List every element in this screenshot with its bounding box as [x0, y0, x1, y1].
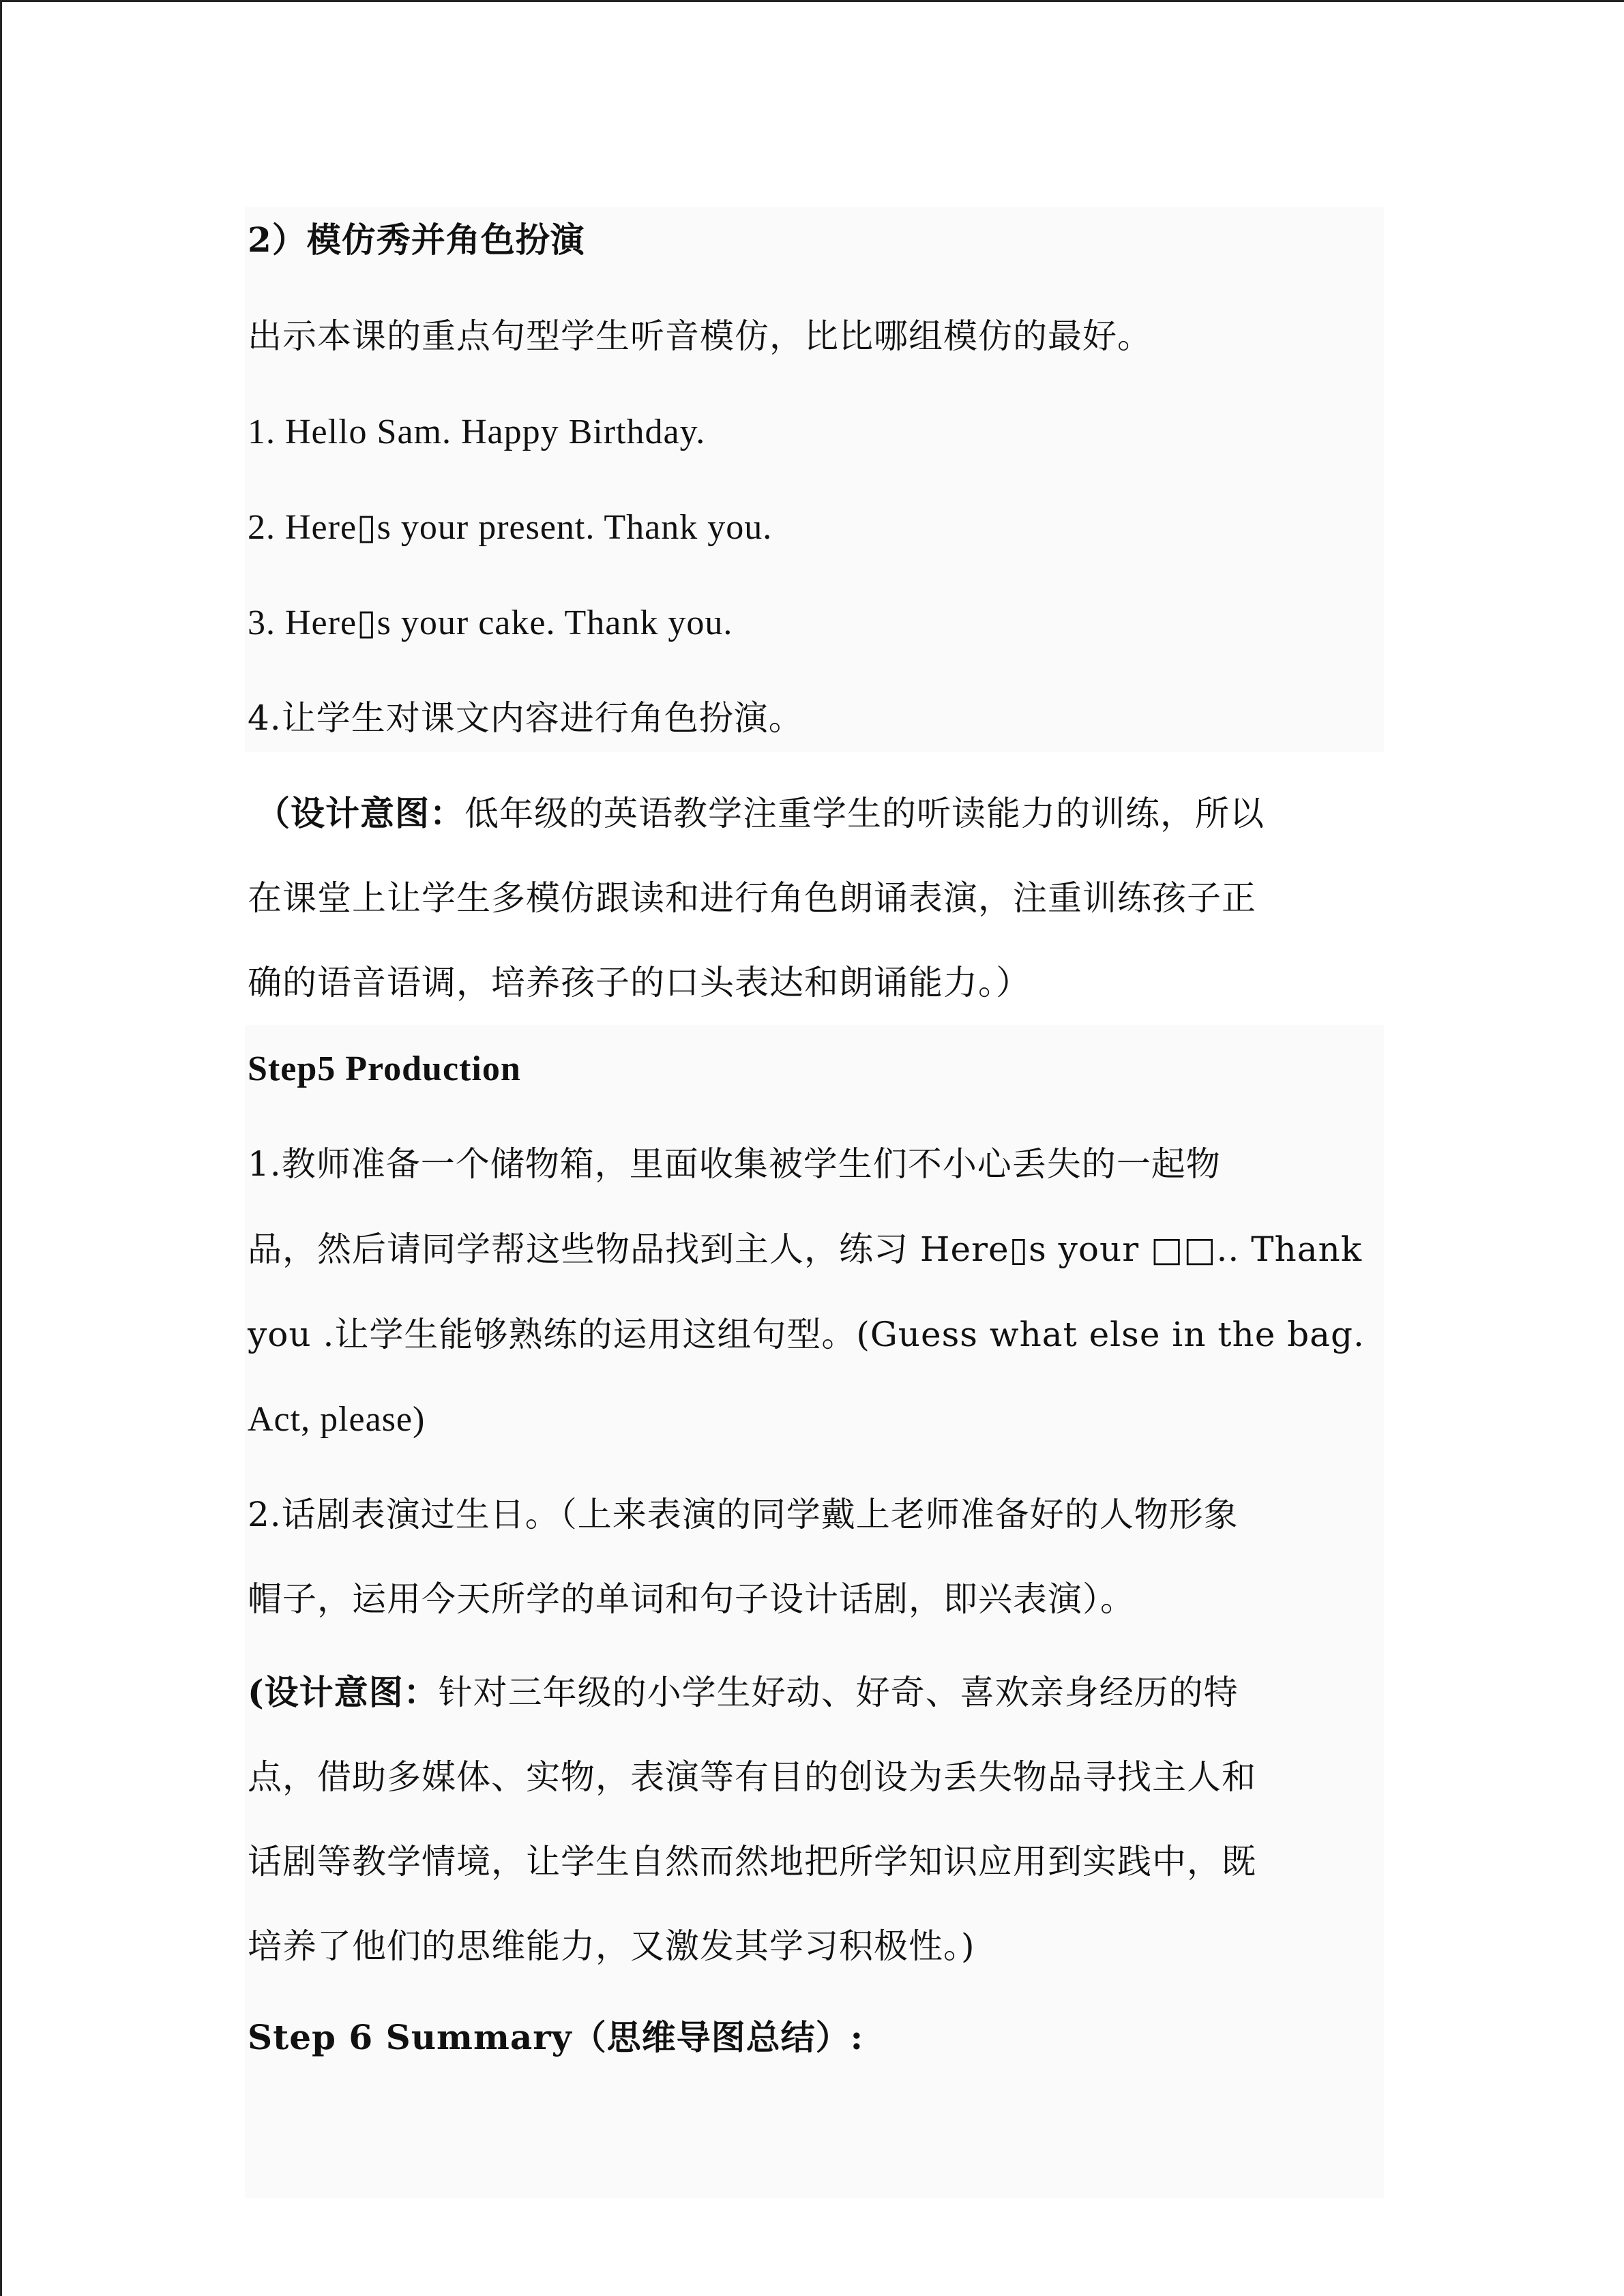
design-intent-2-line-3: 话剧等教学情境，让学生自然而然地把所学知识应用到实践中，既: [248, 1842, 1256, 1881]
design-intent-1-text: 低年级的英语教学注重学生的听读能力的训练，所以: [464, 794, 1265, 833]
design-intent-2-line-4: 培养了他们的思维能力，又激发其学习积极性。): [248, 1926, 975, 1966]
design-intent-1-line-3: 确的语音语调，培养孩子的口头表达和朗诵能力。）: [248, 963, 1031, 1002]
design-intent-1-line-2: 在课堂上让学生多模仿跟读和进行角色朗诵表演，注重训练孩子正: [248, 878, 1256, 918]
step5-item2-line-1: 2.话剧表演过生日。（上来表演的同学戴上老师准备好的人物形象: [248, 1495, 1239, 1534]
step6-heading: Step 6 Summary（思维导图总结）:: [248, 2017, 864, 2057]
step5-item1-line-4: Act, please): [248, 1400, 426, 1439]
design-intent-1-line-1: [256, 790, 1265, 837]
sentence-2: 2. Here▯s your present. Thank you.: [248, 508, 773, 547]
step5-item1-line-1: 1.教师准备一个储物箱，里面收集被学生们不小心丢失的一起物: [248, 1144, 1221, 1184]
step5-item2-line-2: 帽子，运用今天所学的单词和句子设计话剧，即兴表演）。: [248, 1579, 1135, 1619]
section-heading-role-play: 2）模仿秀并角色扮演: [248, 220, 585, 260]
sentence-1: 1. Hello Sam. Happy Birthday.: [248, 413, 706, 451]
design-intent-2-label: (设计意图：: [248, 1672, 439, 1712]
step5-item1-line-3: you .让学生能够熟练的运用这组句型。(Guess what else in the bag.: [248, 1315, 1365, 1354]
design-intent-2-line-2: 点，借助多媒体、实物，表演等有目的创设为丢失物品寻找主人和: [248, 1757, 1256, 1797]
design-intent-1-label: （设计意图：: [256, 793, 464, 833]
design-intent-2-text: 针对三年级的小学生好动、好奇、喜欢亲身经历的特: [438, 1673, 1239, 1712]
step5-item1-line-2: 品，然后请同学帮这些物品找到主人，练习 Here▯s your □□.. Thank: [248, 1229, 1363, 1269]
sentence-3: 3. Here▯s your cake. Thank you.: [248, 603, 733, 642]
design-intent-2-line-1: [248, 1669, 1239, 1716]
text-block-background-1: [245, 207, 1384, 752]
step5-heading: Step5 Production: [248, 1049, 521, 1088]
intro-paragraph: 出示本课的重点句型学生听音模仿，比比哪组模仿的最好。: [248, 316, 1152, 356]
sentence-4: 4.让学生对课文内容进行角色扮演。: [248, 698, 803, 738]
